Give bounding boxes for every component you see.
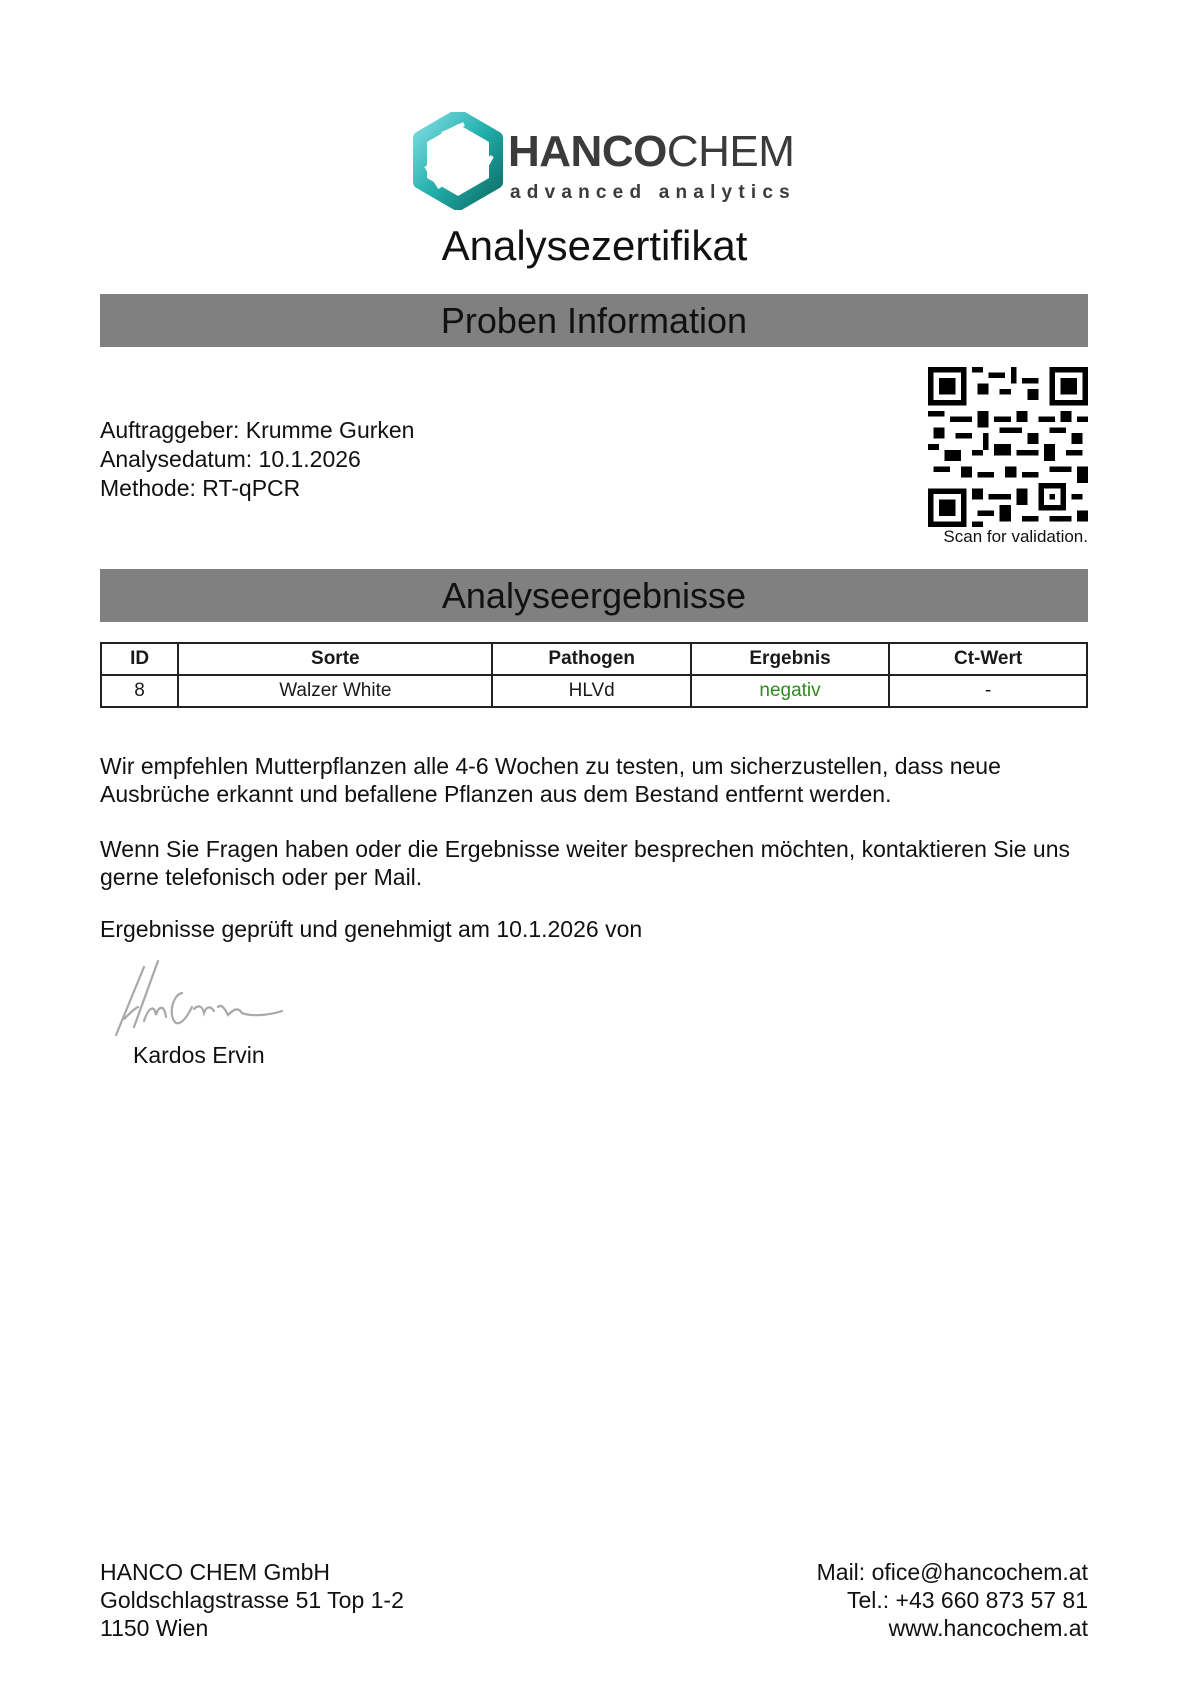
footer-contact bbox=[817, 1558, 1088, 1642]
recommendation-paragraph: Wir empfehlen Mutterpflanzen alle 4-6 Wochen zu testen, um sicherzustellen, dass neue Ausbrüche erkannt und befallene Pflanzen aus dem Bestand entfernt werden. bbox=[100, 753, 1001, 807]
section-header-sample-info: Proben Information bbox=[100, 294, 1088, 347]
column-header-id: ID bbox=[101, 643, 178, 675]
logo-wordmark bbox=[508, 127, 795, 176]
cell-ct-wert: - bbox=[889, 675, 1087, 707]
table-row bbox=[101, 675, 1087, 707]
qr-code-icon[interactable] bbox=[928, 367, 1088, 527]
client-line: Auftraggeber: Krumme Gurken bbox=[100, 417, 415, 443]
column-header-ergebnis: Ergebnis bbox=[691, 643, 889, 675]
cell-ergebnis: negativ bbox=[691, 675, 889, 707]
footer-tel[interactable]: Tel.: +43 660 873 57 81 bbox=[846, 1587, 1088, 1613]
logo-brand-light: CHEM bbox=[666, 127, 795, 176]
results-table bbox=[100, 642, 1088, 708]
footer-web[interactable]: www.hancochem.at bbox=[888, 1615, 1088, 1641]
company-logo bbox=[412, 112, 796, 212]
table-header-row bbox=[101, 643, 1087, 675]
footer-city: 1150 Wien bbox=[100, 1615, 209, 1641]
analysis-date-line: Analysedatum: 10.1.2026 bbox=[100, 446, 361, 472]
signature-icon bbox=[110, 955, 290, 1040]
sample-info-block bbox=[100, 416, 414, 503]
section-header-results: Analyseergebnisse bbox=[100, 569, 1088, 622]
hexagon-logo-icon bbox=[412, 112, 504, 210]
column-header-ct-wert: Ct-Wert bbox=[889, 643, 1087, 675]
approval-statement: Ergebnisse geprüft und genehmigt am 10.1.2026 von bbox=[100, 916, 643, 942]
logo-tagline: advanced analytics bbox=[510, 182, 796, 203]
footer-street: Goldschlagstrasse 51 Top 1-2 bbox=[100, 1587, 404, 1613]
column-header-pathogen: Pathogen bbox=[492, 643, 690, 675]
method-line: Methode: RT-qPCR bbox=[100, 475, 301, 501]
footer-address bbox=[100, 1558, 404, 1642]
cell-pathogen: HLVd bbox=[492, 675, 690, 707]
footer-company: HANCO CHEM GmbH bbox=[100, 1559, 331, 1585]
cell-id: 8 bbox=[101, 675, 178, 707]
footer-mail[interactable]: Mail: ofice@hancochem.at bbox=[816, 1559, 1088, 1585]
document-title: Analysezertifikat bbox=[441, 222, 748, 269]
qr-caption: Scan for validation. bbox=[943, 527, 1088, 546]
contact-paragraph: Wenn Sie Fragen haben oder die Ergebnisse weiter besprechen möchten, kontaktieren Sie uns gerne telefonisch oder per Mail. bbox=[100, 836, 1070, 890]
signer-name: Kardos Ervin bbox=[133, 1042, 265, 1068]
column-header-sorte: Sorte bbox=[178, 643, 492, 675]
logo-brand-bold: HANCO bbox=[508, 127, 667, 176]
cell-sorte: Walzer White bbox=[178, 675, 492, 707]
